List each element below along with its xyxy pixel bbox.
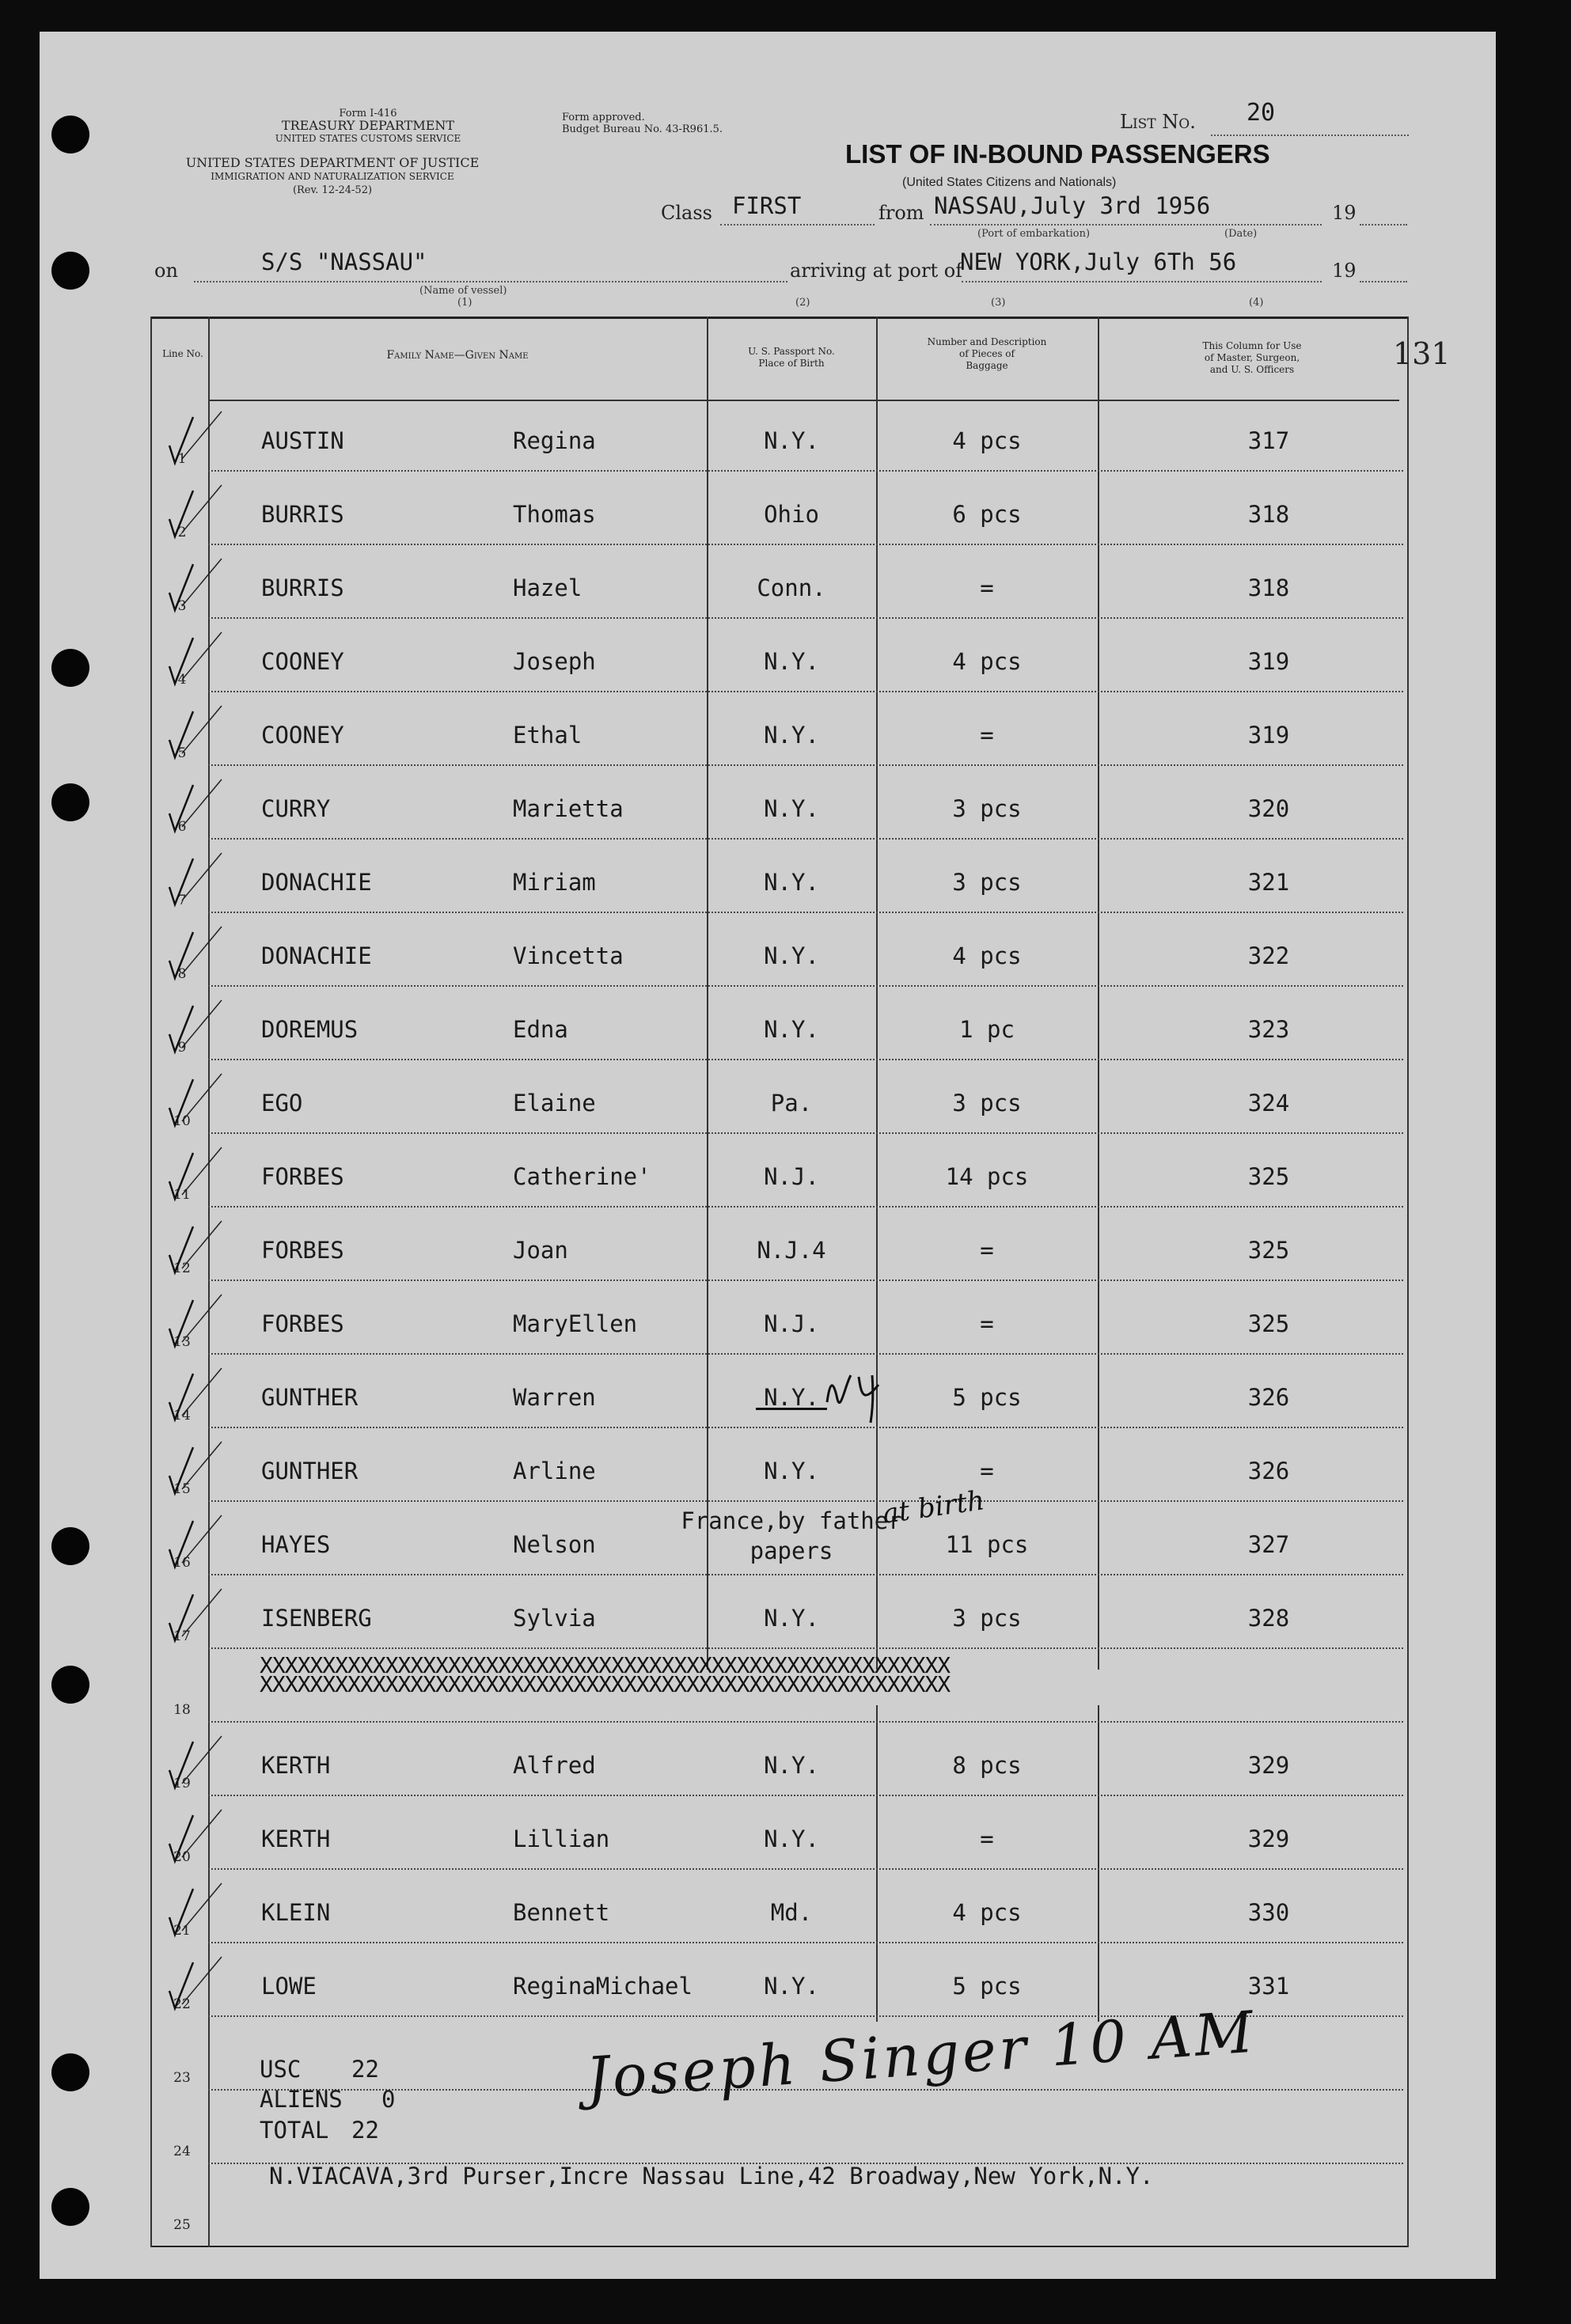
- cell-officer: 318: [1247, 501, 1290, 528]
- cell-given: Ethal: [513, 722, 582, 749]
- page-number: 131: [1393, 336, 1451, 371]
- check-mark: [165, 1223, 198, 1279]
- row-divider: [208, 1647, 1403, 1649]
- cell-birth: N.Y.: [764, 795, 819, 822]
- cell-officer: 318: [1247, 574, 1290, 601]
- check-mark: [165, 635, 198, 690]
- cell-baggage: =: [980, 722, 994, 749]
- caption-2: (2): [795, 297, 810, 309]
- cell-given: Miriam: [513, 869, 596, 896]
- cell-baggage: 11 pcs: [945, 1531, 1029, 1558]
- cell-officer: 325: [1247, 1310, 1290, 1337]
- cell-given: Joseph: [513, 648, 596, 675]
- form-title: LIST OF IN-BOUND PASSENGERS: [845, 139, 1270, 169]
- cell-officer: 325: [1247, 1163, 1290, 1190]
- cell-family: KERTH: [261, 1825, 331, 1852]
- check-mark: [165, 414, 198, 469]
- aliens-value: 0: [381, 2086, 396, 2113]
- check-mark: [165, 782, 198, 837]
- cell-given: Vincetta: [513, 942, 624, 969]
- crossed-out-row-2: XXXXXXXXXXXXXXXXXXXXXXXXXXXXXXXXXXXXXXXXXXXXXXXXXXXXXXX: [260, 1671, 951, 1697]
- row-divider: [208, 1721, 1403, 1723]
- cell-baggage: =: [980, 574, 994, 601]
- row-divider: [208, 1795, 1403, 1796]
- cell-birth: N.Y.: [764, 1458, 819, 1484]
- cell-birth: Md.: [770, 1899, 813, 1926]
- cell-officer: 322: [1247, 942, 1290, 969]
- cell-officer: 325: [1247, 1237, 1290, 1264]
- cell-baggage: 3 pcs: [952, 869, 1022, 896]
- cell-birth: N.Y.: [764, 427, 819, 454]
- purser-line: N.VIACAVA,3rd Purser,Incre Nassau Line,42 Broadway,New York,N.Y.: [269, 2163, 1154, 2189]
- on-label: on: [154, 260, 178, 282]
- row-divider: [208, 1132, 1403, 1134]
- cell-given: Sylvia: [513, 1605, 596, 1632]
- cell-given: Nelson: [513, 1531, 596, 1558]
- table-bottom-border: [150, 2246, 1407, 2247]
- cell-birth: N.Y.: [764, 1016, 819, 1043]
- line-number: 11: [173, 1187, 191, 1203]
- cell-officer: 331: [1247, 1973, 1290, 2000]
- year-line-2: [1360, 281, 1407, 282]
- cell-given: Alfred: [513, 1752, 596, 1779]
- line-number: 14: [173, 1408, 191, 1424]
- cell-family: COONEY: [261, 722, 344, 749]
- cell-officer: 329: [1247, 1752, 1290, 1779]
- birth-correction-scribble: [823, 1369, 894, 1424]
- caption-1: (1): [457, 297, 472, 309]
- class-value: FIRST: [732, 192, 802, 219]
- cell-family: HAYES: [261, 1531, 331, 1558]
- check-mark: [165, 1591, 198, 1647]
- cell-given: Hazel: [513, 574, 582, 601]
- row-divider: [208, 1353, 1403, 1355]
- row-divider: [208, 1868, 1403, 1870]
- cell-officer: 320: [1247, 795, 1290, 822]
- form-approved: Form approved.: [562, 112, 645, 123]
- cell-birth: N.Y.: [764, 1605, 819, 1632]
- caption-4: (4): [1249, 297, 1264, 309]
- cell-given: Regina: [513, 427, 596, 454]
- check-mark: [165, 1003, 198, 1058]
- cell-given: MaryEllen: [513, 1310, 638, 1337]
- cell-officer: 317: [1247, 427, 1290, 454]
- cell-birth: Ohio: [764, 501, 819, 528]
- form-number: Form I-416: [339, 108, 397, 119]
- binder-hole: [51, 649, 89, 687]
- cell-officer: 324: [1247, 1090, 1290, 1117]
- cell-given: Marietta: [513, 795, 624, 822]
- binder-hole: [51, 2188, 89, 2226]
- birth-correction-text: [831, 1377, 833, 1378]
- row-divider: [208, 691, 1403, 692]
- cell-baggage: 1 pc: [959, 1016, 1015, 1043]
- cell-given: Arline: [513, 1458, 596, 1484]
- line-number: 12: [173, 1261, 191, 1276]
- cell-family: GUNTHER: [261, 1458, 359, 1484]
- row-divider: [208, 838, 1403, 840]
- check-mark: [165, 929, 198, 984]
- check-mark: [165, 1812, 198, 1867]
- check-mark: [165, 1886, 198, 1941]
- cell-officer: 323: [1247, 1016, 1290, 1043]
- cell-given: Edna: [513, 1016, 568, 1043]
- class-line: [720, 224, 875, 226]
- line-number: 18: [173, 1702, 191, 1718]
- list-no-label: List No.: [1120, 111, 1196, 133]
- birth-strikethrough: [756, 1408, 827, 1410]
- line-number: 19: [173, 1776, 191, 1791]
- col-header-baggage: Number and Description of Pieces of Baggage: [927, 336, 1047, 371]
- cell-birth: Pa.: [770, 1090, 813, 1117]
- line-number: 7: [177, 893, 187, 908]
- cell-baggage: 5 pcs: [952, 1973, 1022, 2000]
- ins: IMMIGRATION AND NATURALIZATION SERVICE: [211, 171, 454, 182]
- cell-family: FORBES: [261, 1310, 344, 1337]
- treasury-department: TREASURY DEPARTMENT: [281, 118, 455, 133]
- check-mark: [165, 1959, 198, 2015]
- cell-baggage: =: [980, 1458, 994, 1484]
- cell-given: Elaine: [513, 1090, 596, 1117]
- usc-value: 22: [351, 2056, 379, 2083]
- list-no-value: 20: [1247, 99, 1276, 127]
- cell-family: KLEIN: [261, 1899, 331, 1926]
- cell-birth: N.Y.: [764, 1384, 819, 1411]
- from-line: [930, 224, 1322, 226]
- check-mark: [165, 1371, 198, 1426]
- cell-given: Joan: [513, 1237, 568, 1264]
- line-number: 16: [173, 1555, 191, 1571]
- cell-baggage: 4 pcs: [952, 427, 1022, 454]
- row-divider: [208, 912, 1403, 913]
- line-number: 9: [177, 1040, 187, 1056]
- binder-hole: [51, 1666, 89, 1704]
- cell-baggage: 14 pcs: [945, 1163, 1029, 1190]
- cell-family: ISENBERG: [261, 1605, 372, 1632]
- aliens-label: ALIENS: [260, 2086, 343, 2113]
- cell-given: Warren: [513, 1384, 596, 1411]
- year-line: [1360, 224, 1407, 226]
- row-divider: [208, 985, 1403, 987]
- table-top-border: [150, 317, 1407, 319]
- cell-family: EGO: [261, 1090, 303, 1117]
- cell-baggage: =: [980, 1310, 994, 1337]
- arriving-line: [962, 281, 1322, 282]
- cell-birth: N.Y.: [764, 942, 819, 969]
- line-number: 10: [173, 1113, 191, 1129]
- check-mark: [165, 708, 198, 764]
- cell-family: BURRIS: [261, 501, 344, 528]
- line-number: 23: [173, 2070, 191, 2086]
- cell-birth: N.Y.: [764, 1825, 819, 1852]
- list-no-line: [1211, 135, 1409, 136]
- line-number: 13: [173, 1334, 191, 1350]
- year-suffix-2: 19: [1332, 260, 1357, 282]
- year-suffix: 19: [1332, 202, 1357, 224]
- header-bottom-line: [208, 400, 1399, 401]
- row-divider: [208, 617, 1403, 619]
- usc-label: USC: [260, 2056, 302, 2083]
- row-divider: [208, 1427, 1403, 1428]
- justice-department: UNITED STATES DEPARTMENT OF JUSTICE: [185, 155, 480, 170]
- budget-bureau: Budget Bureau No. 43-R961.5.: [562, 123, 723, 135]
- cell-given: Bennett: [513, 1899, 610, 1926]
- cell-baggage: =: [980, 1825, 994, 1852]
- cell-baggage: 3 pcs: [952, 795, 1022, 822]
- cell-family: GUNTHER: [261, 1384, 359, 1411]
- cell-officer: 328: [1247, 1605, 1290, 1632]
- from-label: from: [878, 202, 924, 224]
- cell-officer: 319: [1247, 722, 1290, 749]
- arriving-label: arriving at port of: [790, 260, 963, 282]
- row-divider: [208, 1942, 1403, 1943]
- binder-hole: [51, 1527, 89, 1565]
- cell-family: LOWE: [261, 1973, 317, 2000]
- caption-3: (3): [991, 297, 1006, 309]
- class-label: Class: [661, 202, 712, 224]
- binder-hole: [51, 252, 89, 290]
- cell-family: KERTH: [261, 1752, 331, 1779]
- total-label: TOTAL: [260, 2117, 329, 2144]
- cell-officer: 326: [1247, 1384, 1290, 1411]
- crossed-out-row: XXXXXXXXXXXXXXXXXXXXXXXXXXXXXXXXXXXXXXXXXXXXXXXXXXXXXXX: [260, 1652, 951, 1678]
- line-number: 21: [173, 1923, 191, 1939]
- cell-birth: N.Y.: [764, 869, 819, 896]
- customs-service: UNITED STATES CUSTOMS SERVICE: [275, 133, 461, 144]
- line-number: 5: [177, 745, 187, 761]
- col-header-officers: This Column for Use of Master, Surgeon, and U. S. Officers: [1202, 340, 1302, 375]
- cell-family: FORBES: [261, 1237, 344, 1264]
- cell-officer: 326: [1247, 1458, 1290, 1484]
- cell-baggage: 6 pcs: [952, 501, 1022, 528]
- line-number: 4: [177, 672, 187, 688]
- col-header-line: Line No.: [162, 348, 203, 359]
- cell-given: Thomas: [513, 501, 596, 528]
- line-number: 25: [173, 2217, 191, 2233]
- line-number: 24: [173, 2144, 191, 2159]
- line-number: 8: [177, 966, 187, 982]
- row-divider: [208, 1574, 1403, 1575]
- signature: Joseph Singer 10 AM: [584, 1998, 1258, 2112]
- binder-hole: [51, 783, 89, 821]
- line-number: 22: [173, 1996, 191, 2012]
- cell-officer: 330: [1247, 1899, 1290, 1926]
- line-number: 1: [177, 451, 187, 467]
- line-number: 20: [173, 1849, 191, 1865]
- cell-given: Catherine': [513, 1163, 651, 1190]
- cell-baggage: 3 pcs: [952, 1090, 1022, 1117]
- check-mark: [165, 1076, 198, 1132]
- cell-baggage: 4 pcs: [952, 1899, 1022, 1926]
- cell-baggage: 3 pcs: [952, 1605, 1022, 1632]
- check-mark: [165, 1444, 198, 1499]
- cell-family: DONACHIE: [261, 869, 372, 896]
- check-mark: [165, 855, 198, 911]
- cell-family: DOREMUS: [261, 1016, 359, 1043]
- cell-baggage: 4 pcs: [952, 648, 1022, 675]
- vessel-caption: (Name of vessel): [419, 285, 507, 297]
- port-caption: (Port of embarkation): [977, 228, 1091, 240]
- cell-officer: 327: [1247, 1531, 1290, 1558]
- vessel-line: [194, 281, 787, 282]
- arriving-value: NEW YORK,July 6Th 56: [960, 248, 1237, 275]
- cell-officer: 321: [1247, 869, 1290, 896]
- from-value: NASSAU,July 3rd 1956: [934, 192, 1211, 219]
- cell-birth: Conn.: [757, 574, 826, 601]
- row-divider: [208, 544, 1403, 545]
- cell-family: AUSTIN: [261, 427, 344, 454]
- cell-birth: N.J.4: [757, 1237, 826, 1264]
- cell-family: COONEY: [261, 648, 344, 675]
- vessel-name: S/S "NASSAU": [261, 248, 427, 275]
- cell-family: BURRIS: [261, 574, 344, 601]
- cell-birth: N.J.: [764, 1310, 819, 1337]
- cell-family: CURRY: [261, 795, 331, 822]
- row-divider: [208, 1206, 1403, 1207]
- binder-hole: [51, 116, 89, 154]
- check-mark: [165, 1150, 198, 1205]
- cell-given: Lillian: [513, 1825, 610, 1852]
- line-number: 6: [177, 819, 187, 835]
- binder-hole: [51, 2053, 89, 2091]
- date-caption: (Date): [1224, 228, 1258, 240]
- line-number: 3: [177, 598, 187, 614]
- cell-officer: 319: [1247, 648, 1290, 675]
- col-header-name: Family Name—Given Name: [386, 349, 529, 362]
- cell-given: ReginaMichael: [513, 1973, 693, 2000]
- row-divider: [208, 1500, 1403, 1502]
- form-subtitle: (United States Citizens and Nationals): [902, 176, 1117, 189]
- cell-birth: N.Y.: [764, 1752, 819, 1779]
- cell-baggage: =: [980, 1237, 994, 1264]
- cell-birth: N.Y.: [764, 722, 819, 749]
- cell-birth: France,by father papers: [681, 1507, 902, 1564]
- check-mark: [165, 1738, 198, 1794]
- cell-baggage: 8 pcs: [952, 1752, 1022, 1779]
- line-number: 17: [173, 1628, 191, 1644]
- line-number: 15: [173, 1481, 191, 1497]
- cell-family: FORBES: [261, 1163, 344, 1190]
- row-divider: [208, 1280, 1403, 1281]
- cell-birth: N.J.: [764, 1163, 819, 1190]
- line-number: 2: [177, 525, 187, 540]
- col-header-passport: U. S. Passport No. Place of Birth: [748, 346, 835, 369]
- cell-birth: N.Y.: [764, 1973, 819, 2000]
- cell-baggage: 5 pcs: [952, 1384, 1022, 1411]
- row-divider: [208, 764, 1403, 766]
- check-mark: [165, 1518, 198, 1573]
- check-mark: [165, 487, 198, 543]
- cell-officer: 329: [1247, 1825, 1290, 1852]
- row-divider: [208, 1059, 1403, 1060]
- check-mark: [165, 561, 198, 616]
- cell-birth: N.Y.: [764, 648, 819, 675]
- total-value: 22: [351, 2117, 379, 2144]
- at-birth-note: at birth: [880, 1484, 987, 1530]
- cell-family: DONACHIE: [261, 942, 372, 969]
- form-revision: (Rev. 12-24-52): [292, 184, 373, 196]
- cell-baggage: 4 pcs: [952, 942, 1022, 969]
- table-right-border: [1407, 317, 1409, 2247]
- row-divider: [208, 470, 1403, 472]
- table-left-border: [150, 317, 152, 2247]
- check-mark: [165, 1297, 198, 1352]
